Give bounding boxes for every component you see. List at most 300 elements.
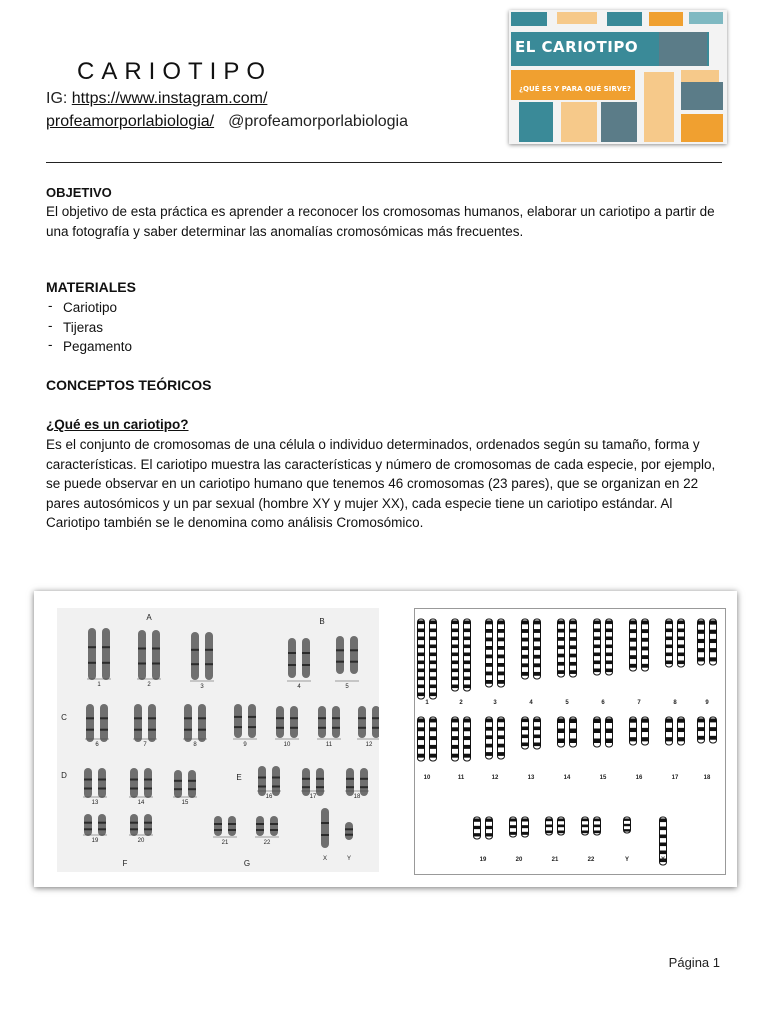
ideogram-number-label: 5 bbox=[565, 700, 569, 706]
chromosome-band bbox=[360, 778, 368, 780]
chromosome bbox=[288, 638, 296, 678]
chromosome bbox=[152, 630, 160, 680]
chromosome-band bbox=[290, 717, 298, 719]
chromosome-number-label: 22 bbox=[263, 840, 271, 846]
chromosome-band bbox=[84, 828, 92, 830]
ideogram-band bbox=[430, 645, 437, 649]
chromosome-band bbox=[148, 729, 156, 731]
chromosome-number-label: X bbox=[322, 856, 328, 862]
chromosome bbox=[302, 768, 310, 796]
chromosome-band bbox=[130, 822, 138, 824]
chromosome bbox=[350, 636, 358, 674]
ideogram-band bbox=[698, 630, 705, 634]
ideogram-band bbox=[710, 648, 717, 652]
ideogram-band bbox=[418, 629, 425, 633]
ideogram-band bbox=[678, 728, 685, 732]
chromosome bbox=[84, 814, 92, 836]
chromosome bbox=[188, 770, 196, 798]
ideogram-band bbox=[678, 737, 685, 741]
page-number: Página 1 bbox=[668, 955, 720, 970]
header-divider bbox=[46, 162, 722, 163]
chromosome-band bbox=[188, 788, 196, 790]
chromosome-number-label: 18 bbox=[353, 794, 361, 800]
chromosome-band bbox=[336, 649, 344, 651]
chromosome-band bbox=[360, 786, 368, 788]
ideogram-band bbox=[464, 645, 471, 649]
chromosome-band bbox=[302, 786, 310, 788]
ideogram-band bbox=[452, 719, 459, 723]
chromosome-group-label: D bbox=[61, 771, 67, 780]
ideogram-band bbox=[498, 744, 505, 748]
ideogram-band bbox=[452, 669, 459, 673]
ideogram-band bbox=[698, 727, 705, 731]
karyotype-figure bbox=[34, 591, 737, 887]
ideogram-number-label: 19 bbox=[479, 857, 487, 863]
ideogram-band bbox=[642, 621, 649, 625]
chromosome-number-label: 7 bbox=[143, 742, 147, 748]
ideogram-band bbox=[666, 653, 673, 657]
ideogram-band bbox=[606, 669, 613, 673]
instagram-line-2 bbox=[46, 111, 408, 133]
ideogram-band bbox=[464, 661, 471, 665]
chromosome-band bbox=[270, 829, 278, 831]
ideogram-band bbox=[710, 727, 717, 731]
ideogram-chromosome bbox=[666, 619, 673, 667]
chromosome bbox=[272, 766, 280, 796]
ideogram-band bbox=[452, 637, 459, 641]
chromosome bbox=[86, 704, 94, 742]
ideogram-band bbox=[522, 719, 529, 723]
ideogram-band bbox=[642, 728, 649, 732]
ideogram-band bbox=[498, 638, 505, 642]
chromosome-number-label: 12 bbox=[365, 742, 373, 748]
ideogram-band bbox=[418, 754, 425, 758]
question-heading: ¿Qué es un cariotipo? bbox=[46, 417, 189, 432]
list-item: - Pegamento bbox=[46, 337, 132, 357]
ideogram-band bbox=[570, 670, 577, 674]
ideogram-band bbox=[452, 629, 459, 633]
ideogram-band bbox=[464, 736, 471, 740]
instagram-link-continued[interactable]: profeamorporlabiologia/ bbox=[46, 113, 215, 130]
ideogram-number-label: Y bbox=[624, 857, 630, 863]
ideogram-band bbox=[464, 637, 471, 641]
ideogram-band bbox=[546, 825, 553, 828]
ideogram-band bbox=[522, 663, 529, 667]
ideogram-band bbox=[558, 662, 565, 666]
chromosome-band bbox=[84, 779, 92, 781]
ideogram-band bbox=[418, 736, 425, 740]
ideogram-band bbox=[510, 825, 517, 828]
instagram-link[interactable]: https://www.instagram.com/ bbox=[71, 90, 268, 107]
chromosome-band bbox=[321, 834, 329, 836]
ideogram-band bbox=[452, 645, 459, 649]
ideogram-band bbox=[534, 663, 541, 667]
ideogram-number-label: 4 bbox=[529, 700, 533, 706]
chromosome-number-label: 14 bbox=[137, 800, 145, 806]
ideogram-chromosome bbox=[678, 619, 685, 667]
ideogram-band bbox=[594, 661, 601, 665]
ideogram-band bbox=[666, 737, 673, 741]
ideogram-band bbox=[474, 819, 481, 822]
ideogram-number-label: 9 bbox=[705, 700, 709, 706]
chromosome bbox=[290, 706, 298, 738]
chromosome-band bbox=[256, 829, 264, 831]
ideogram-band bbox=[430, 637, 437, 641]
chromosome-band bbox=[258, 777, 266, 779]
ideogram-band bbox=[430, 685, 437, 689]
chromosome bbox=[198, 704, 206, 742]
chromosome-band bbox=[100, 717, 108, 719]
ideogram-band bbox=[606, 645, 613, 649]
chromosome-group-label: G bbox=[243, 859, 251, 868]
chromosome bbox=[332, 706, 340, 738]
ideogram-band bbox=[570, 645, 577, 649]
chromosome-band bbox=[152, 648, 160, 650]
materiales-list bbox=[46, 298, 132, 357]
karyotype-photo-drawing bbox=[57, 608, 379, 872]
conceptos-heading: CONCEPTOS TEÓRICOS bbox=[46, 377, 212, 393]
ideogram-band bbox=[606, 629, 613, 633]
chromosome bbox=[346, 768, 354, 796]
ideogram-band bbox=[452, 727, 459, 731]
ideogram-band bbox=[678, 645, 685, 649]
ideogram-number-label: 6 bbox=[601, 700, 605, 706]
chromosome-band bbox=[184, 717, 192, 719]
chromosome bbox=[144, 768, 152, 798]
ideogram-band bbox=[710, 639, 717, 643]
chromosome bbox=[234, 704, 242, 738]
chromosome bbox=[248, 704, 256, 738]
chromosome bbox=[302, 638, 310, 678]
ideogram-band bbox=[534, 655, 541, 659]
chromosome-band bbox=[86, 717, 94, 719]
ideogram-band bbox=[418, 745, 425, 749]
ideogram-band bbox=[594, 825, 601, 828]
ideogram-band bbox=[570, 662, 577, 666]
ideogram-band bbox=[452, 621, 459, 625]
chromosome-band bbox=[228, 823, 236, 825]
chromosome-band bbox=[302, 778, 310, 780]
chromosome-number-label: 2 bbox=[147, 682, 151, 688]
chromosome-band bbox=[302, 652, 310, 654]
ideogram-band bbox=[630, 647, 637, 651]
chromosome-number-label: 1 bbox=[97, 682, 101, 688]
ideogram-band bbox=[452, 736, 459, 740]
ideogram-band bbox=[710, 736, 717, 740]
chromosome-band bbox=[272, 786, 280, 788]
ideogram-band bbox=[642, 664, 649, 668]
ideogram-band bbox=[606, 739, 613, 744]
ideogram-band bbox=[522, 646, 529, 650]
ideogram-band bbox=[698, 639, 705, 643]
chromosome-band bbox=[130, 788, 138, 790]
ideogram-band bbox=[678, 653, 685, 657]
ideogram-band bbox=[558, 629, 565, 633]
chromosome bbox=[316, 768, 324, 796]
ideogram-band bbox=[486, 672, 493, 676]
chromosome-number-label: 8 bbox=[193, 742, 197, 748]
chromosome-band bbox=[318, 727, 326, 729]
ideogram-band bbox=[570, 621, 577, 625]
ideogram-band bbox=[606, 637, 613, 641]
chromosome-band bbox=[288, 652, 296, 654]
ideogram-band bbox=[418, 677, 425, 681]
ideogram-band bbox=[430, 736, 437, 740]
chromosome-band bbox=[134, 729, 142, 731]
ideogram-band bbox=[474, 826, 481, 829]
ideogram-band bbox=[558, 825, 565, 828]
ideogram-band bbox=[594, 629, 601, 633]
chromosome bbox=[336, 636, 344, 674]
ideogram-band bbox=[678, 637, 685, 641]
chromosome-band bbox=[258, 786, 266, 788]
chromosome-band bbox=[318, 717, 326, 719]
ideogram-band bbox=[606, 729, 613, 734]
chromosome bbox=[345, 822, 353, 840]
ideogram-band bbox=[452, 745, 459, 749]
ideogram-band bbox=[418, 645, 425, 649]
ideogram-band bbox=[660, 851, 667, 855]
ideogram-band bbox=[594, 669, 601, 673]
ideogram-band bbox=[522, 819, 529, 822]
chromosome-band bbox=[276, 717, 284, 719]
chromosome-number-label: 4 bbox=[297, 684, 301, 690]
chromosome-band bbox=[100, 729, 108, 731]
ideogram-band bbox=[698, 657, 705, 661]
ideogram-band bbox=[486, 655, 493, 659]
ideogram-band bbox=[642, 647, 649, 651]
ideogram-band bbox=[594, 653, 601, 657]
chromosome-number-label: 16 bbox=[265, 794, 273, 800]
ideogram-band bbox=[710, 657, 717, 661]
ideogram-band bbox=[666, 645, 673, 649]
chromosome bbox=[134, 704, 142, 742]
chromosome bbox=[256, 816, 264, 836]
chromosome-band bbox=[198, 717, 206, 719]
chromosome-band bbox=[350, 649, 358, 651]
ideogram-band bbox=[546, 819, 553, 822]
chromosome-band bbox=[130, 828, 138, 830]
ideogram-band bbox=[498, 621, 505, 625]
ideogram-band bbox=[464, 685, 471, 689]
ideogram-band bbox=[678, 719, 685, 723]
chromosome-band bbox=[234, 716, 242, 718]
ideogram-band bbox=[464, 719, 471, 723]
chromosome bbox=[84, 768, 92, 798]
ideogram-number-label: 15 bbox=[599, 775, 607, 781]
ideogram-band bbox=[594, 831, 601, 834]
chromosome-band bbox=[184, 729, 192, 731]
ideogram-number-label: 14 bbox=[563, 775, 571, 781]
ideogram-band bbox=[678, 621, 685, 625]
materiales-heading: MATERIALES bbox=[46, 279, 136, 295]
chromosome-band bbox=[248, 716, 256, 718]
ideogram-band bbox=[594, 739, 601, 744]
chromosome bbox=[372, 706, 379, 738]
chromosome-band bbox=[358, 717, 366, 719]
ideogram-chromosome bbox=[630, 619, 637, 671]
ideogram-band bbox=[498, 719, 505, 723]
ideogram-band bbox=[660, 827, 667, 831]
chromosome bbox=[130, 768, 138, 798]
ideogram-band bbox=[660, 843, 667, 847]
chromosome-number-label: 10 bbox=[283, 742, 291, 748]
ideogram-band bbox=[630, 621, 637, 625]
chromosome-band bbox=[98, 788, 106, 790]
ideogram-band bbox=[452, 653, 459, 657]
ideogram-band bbox=[498, 735, 505, 739]
chromosome bbox=[98, 768, 106, 798]
ideogram-band bbox=[486, 819, 493, 822]
ideogram-band bbox=[570, 654, 577, 658]
ideogram-band bbox=[452, 754, 459, 758]
ideogram-band bbox=[522, 832, 529, 835]
ideogram-band bbox=[430, 629, 437, 633]
ideogram-band bbox=[606, 621, 613, 625]
ideogram-band bbox=[606, 653, 613, 657]
chromosome bbox=[102, 628, 110, 680]
ideogram-band bbox=[486, 833, 493, 836]
ideogram-band bbox=[522, 735, 529, 739]
chromosome-band bbox=[130, 779, 138, 781]
chromosome-band bbox=[174, 780, 182, 782]
ideogram-band bbox=[486, 719, 493, 723]
chromosome bbox=[276, 706, 284, 738]
ideogram-band bbox=[498, 672, 505, 676]
chromosome-band bbox=[345, 834, 353, 836]
chromosome-band bbox=[98, 779, 106, 781]
ideogram-band bbox=[430, 677, 437, 681]
ig-prefix: IG: bbox=[46, 90, 72, 107]
ideogram-band bbox=[430, 745, 437, 749]
ideogram-band bbox=[642, 655, 649, 659]
ideogram-number-label: 18 bbox=[703, 775, 711, 781]
ideogram-band bbox=[630, 737, 637, 741]
chromosome-band bbox=[332, 727, 340, 729]
ideogram-band bbox=[486, 752, 493, 756]
chromosome bbox=[214, 816, 222, 836]
ideogram-number-label: 10 bbox=[423, 775, 431, 781]
chromosome bbox=[191, 632, 199, 680]
ideogram-band bbox=[594, 645, 601, 649]
ideogram-band bbox=[534, 629, 541, 633]
ideogram-band bbox=[558, 831, 565, 834]
ideogram-band bbox=[522, 825, 529, 828]
ideogram-band bbox=[594, 819, 601, 822]
cariotipo-definition: Es el conjunto de cromosomas de una célula o individuo determinados, ordenados según su tamaño, forma y características. El cariotipo muestra las características y número de cromosomas de cada especie, por ejemplo, se puede observar en un cariotipo humano que tenemos 46 cromosomas (23 pares), que se organizan en 22 pares autosómicos y un par sexual (hombre XY y mujer XX), cada especie tiene un cariotipo estándar. Al Cariotipo también se le denomina como análisis Cromosómico. bbox=[46, 437, 716, 530]
chromosome-band bbox=[234, 726, 242, 728]
ideogram-band bbox=[486, 744, 493, 748]
chromosome-band bbox=[272, 777, 280, 779]
ideogram-band bbox=[418, 669, 425, 673]
ideogram-band bbox=[678, 661, 685, 665]
thumbnail-pattern bbox=[509, 10, 727, 144]
ideogram-band bbox=[594, 729, 601, 734]
ideogram-band bbox=[558, 819, 565, 822]
ideogram-band bbox=[666, 637, 673, 641]
chromosome bbox=[138, 630, 146, 680]
ideogram-number-label: 16 bbox=[635, 775, 643, 781]
chromosome bbox=[228, 816, 236, 836]
ideogram-number-label: 20 bbox=[515, 857, 523, 863]
chromosome-band bbox=[84, 788, 92, 790]
ideogram-band bbox=[666, 719, 673, 723]
ideogram-band bbox=[430, 727, 437, 731]
ideogram-band bbox=[464, 727, 471, 731]
chromosome-band bbox=[138, 648, 146, 650]
chromosome-number-label: 9 bbox=[243, 742, 247, 748]
ideogram-band bbox=[558, 645, 565, 649]
ideogram-band bbox=[558, 670, 565, 674]
ideogram-band bbox=[630, 629, 637, 633]
ideogram-number-label: 7 bbox=[637, 700, 641, 706]
ideogram-band bbox=[710, 621, 717, 625]
chromosome-number-label: 6 bbox=[95, 742, 99, 748]
ideogram-band bbox=[678, 629, 685, 633]
ideogram-band bbox=[666, 661, 673, 665]
ideogram-band bbox=[630, 719, 637, 723]
ideogram-number-label: 17 bbox=[671, 775, 679, 781]
ideogram-band bbox=[534, 719, 541, 723]
ideogram-band bbox=[498, 646, 505, 650]
chromosome bbox=[360, 768, 368, 796]
ideogram-band bbox=[418, 653, 425, 657]
ideogram-band bbox=[642, 629, 649, 633]
chromosome-band bbox=[102, 646, 110, 648]
ideogram-band bbox=[570, 739, 577, 744]
chromosome-band bbox=[205, 649, 213, 651]
chromosome bbox=[318, 706, 326, 738]
ideogram-band bbox=[430, 653, 437, 657]
chromosome-number-label: 20 bbox=[137, 838, 145, 844]
ideogram-band bbox=[418, 621, 425, 625]
chromosome-band bbox=[144, 779, 152, 781]
chromosome-band bbox=[214, 829, 222, 831]
ideogram-band bbox=[666, 728, 673, 732]
ideogram-band bbox=[430, 621, 437, 625]
chromosome bbox=[144, 814, 152, 836]
ideogram-band bbox=[418, 637, 425, 641]
ideogram-band bbox=[430, 693, 437, 697]
ideogram-band bbox=[642, 719, 649, 723]
ideogram-number-label: 1 bbox=[425, 700, 429, 706]
ideogram-band bbox=[606, 719, 613, 724]
ideogram-band bbox=[474, 833, 481, 836]
chromosome-band bbox=[174, 788, 182, 790]
ideogram-band bbox=[710, 719, 717, 723]
ideogram-band bbox=[582, 831, 589, 834]
ideogram-band bbox=[582, 825, 589, 828]
ideogram-band bbox=[666, 629, 673, 633]
chromosome-band bbox=[134, 717, 142, 719]
ideogram-band bbox=[452, 685, 459, 689]
chromosome-number-label: 15 bbox=[181, 800, 189, 806]
ideogram-band bbox=[464, 653, 471, 657]
ideogram-band bbox=[486, 629, 493, 633]
chromosome-band bbox=[102, 662, 110, 664]
ideogram-band bbox=[630, 728, 637, 732]
ideogram-band bbox=[418, 719, 425, 723]
ideogram-band bbox=[558, 637, 565, 641]
chromosome-band bbox=[316, 778, 324, 780]
ideogram-band bbox=[534, 638, 541, 642]
chromosome-band bbox=[332, 717, 340, 719]
chromosome bbox=[148, 704, 156, 742]
ideogram-band bbox=[418, 727, 425, 731]
chromosome-band bbox=[248, 726, 256, 728]
ideogram-band bbox=[430, 719, 437, 723]
ideogram-band bbox=[522, 727, 529, 731]
